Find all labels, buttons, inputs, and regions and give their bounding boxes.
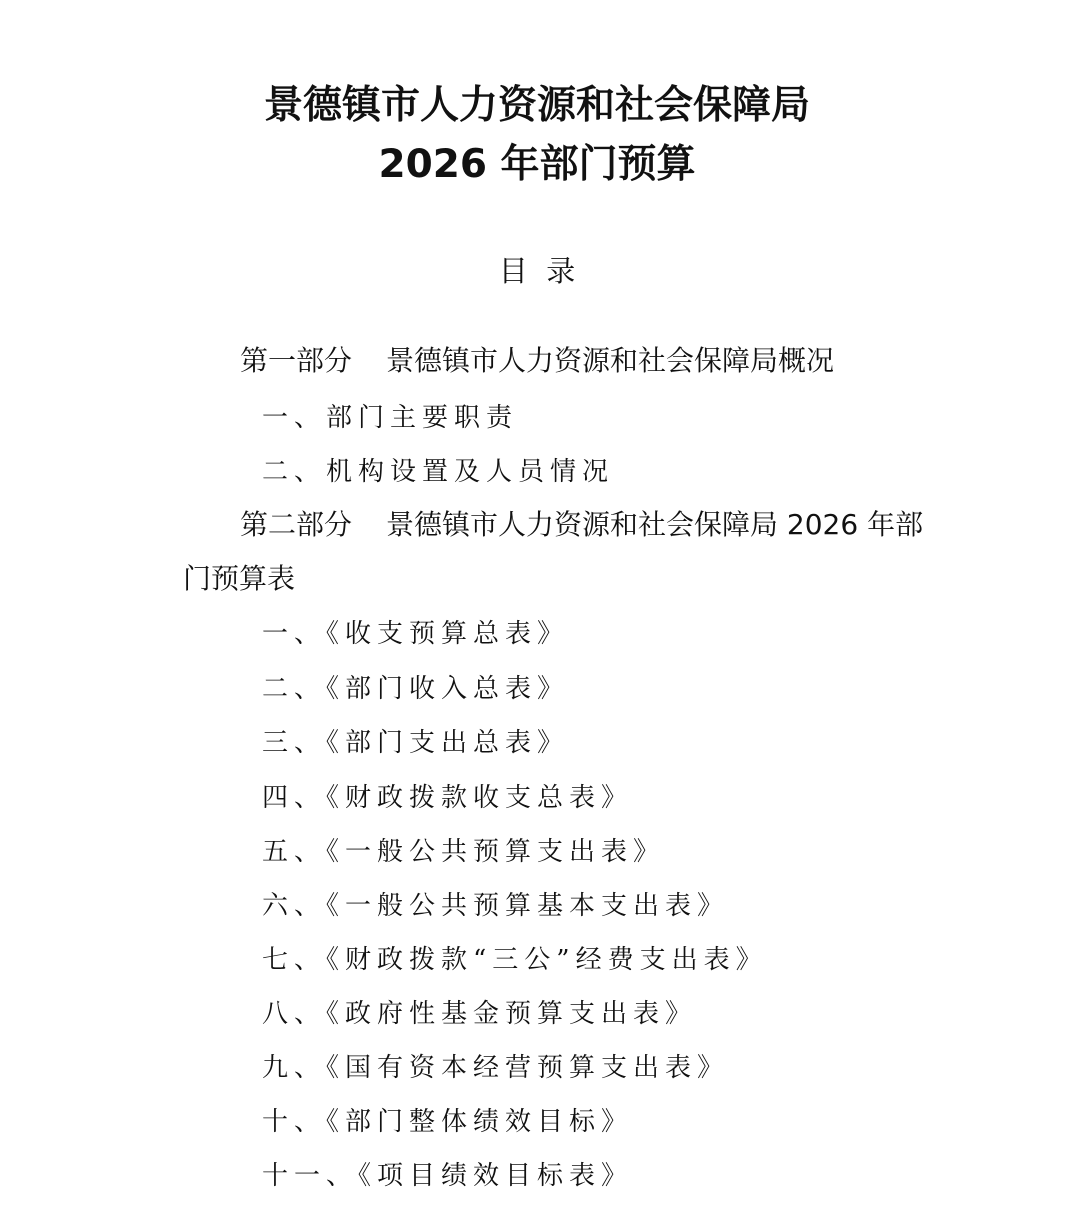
toc-part-1-heading <box>240 344 835 377</box>
toc-part-2-label: 第二部分 <box>240 508 353 541</box>
toc-part-2-title: 景德镇市人力资源和社会保障局 2026 年部 <box>386 508 924 541</box>
toc-item: 二、《部门收入总表》 <box>262 674 570 704</box>
toc-part-1-title: 景德镇市人力资源和社会保障局概况 <box>386 344 835 377</box>
toc-item: 二、机构设置及人员情况 <box>262 457 615 487</box>
toc-part-2-title-continued: 门预算表 <box>183 562 296 595</box>
toc-item: 六、《一般公共预算基本支出表》 <box>262 891 730 921</box>
toc-item: 七、《财政拨款“三公”经费支出表》 <box>262 945 768 975</box>
toc-heading: 目 录 <box>498 254 576 288</box>
toc-item: 五、《一般公共预算支出表》 <box>262 837 666 867</box>
document-title: 景德镇市人力资源和社会保障局 <box>263 83 810 128</box>
toc-part-1-label: 第一部分 <box>240 344 353 377</box>
toc-item: 四、《财政拨款收支总表》 <box>262 783 634 813</box>
toc-item: 三、《部门支出总表》 <box>262 728 570 758</box>
toc-item: 九、《国有资本经营预算支出表》 <box>262 1053 730 1083</box>
toc-item: 一、《收支预算总表》 <box>262 619 570 649</box>
toc-item: 一、部门主要职责 <box>262 403 519 433</box>
toc-item: 十、《部门整体绩效目标》 <box>262 1107 634 1137</box>
toc-item: 十一、《项目绩效目标表》 <box>262 1161 634 1191</box>
toc-item: 八、《政府性基金预算支出表》 <box>262 999 698 1029</box>
document-subtitle: 2026 年部门预算 <box>378 142 696 187</box>
toc-part-2-heading <box>240 508 924 541</box>
